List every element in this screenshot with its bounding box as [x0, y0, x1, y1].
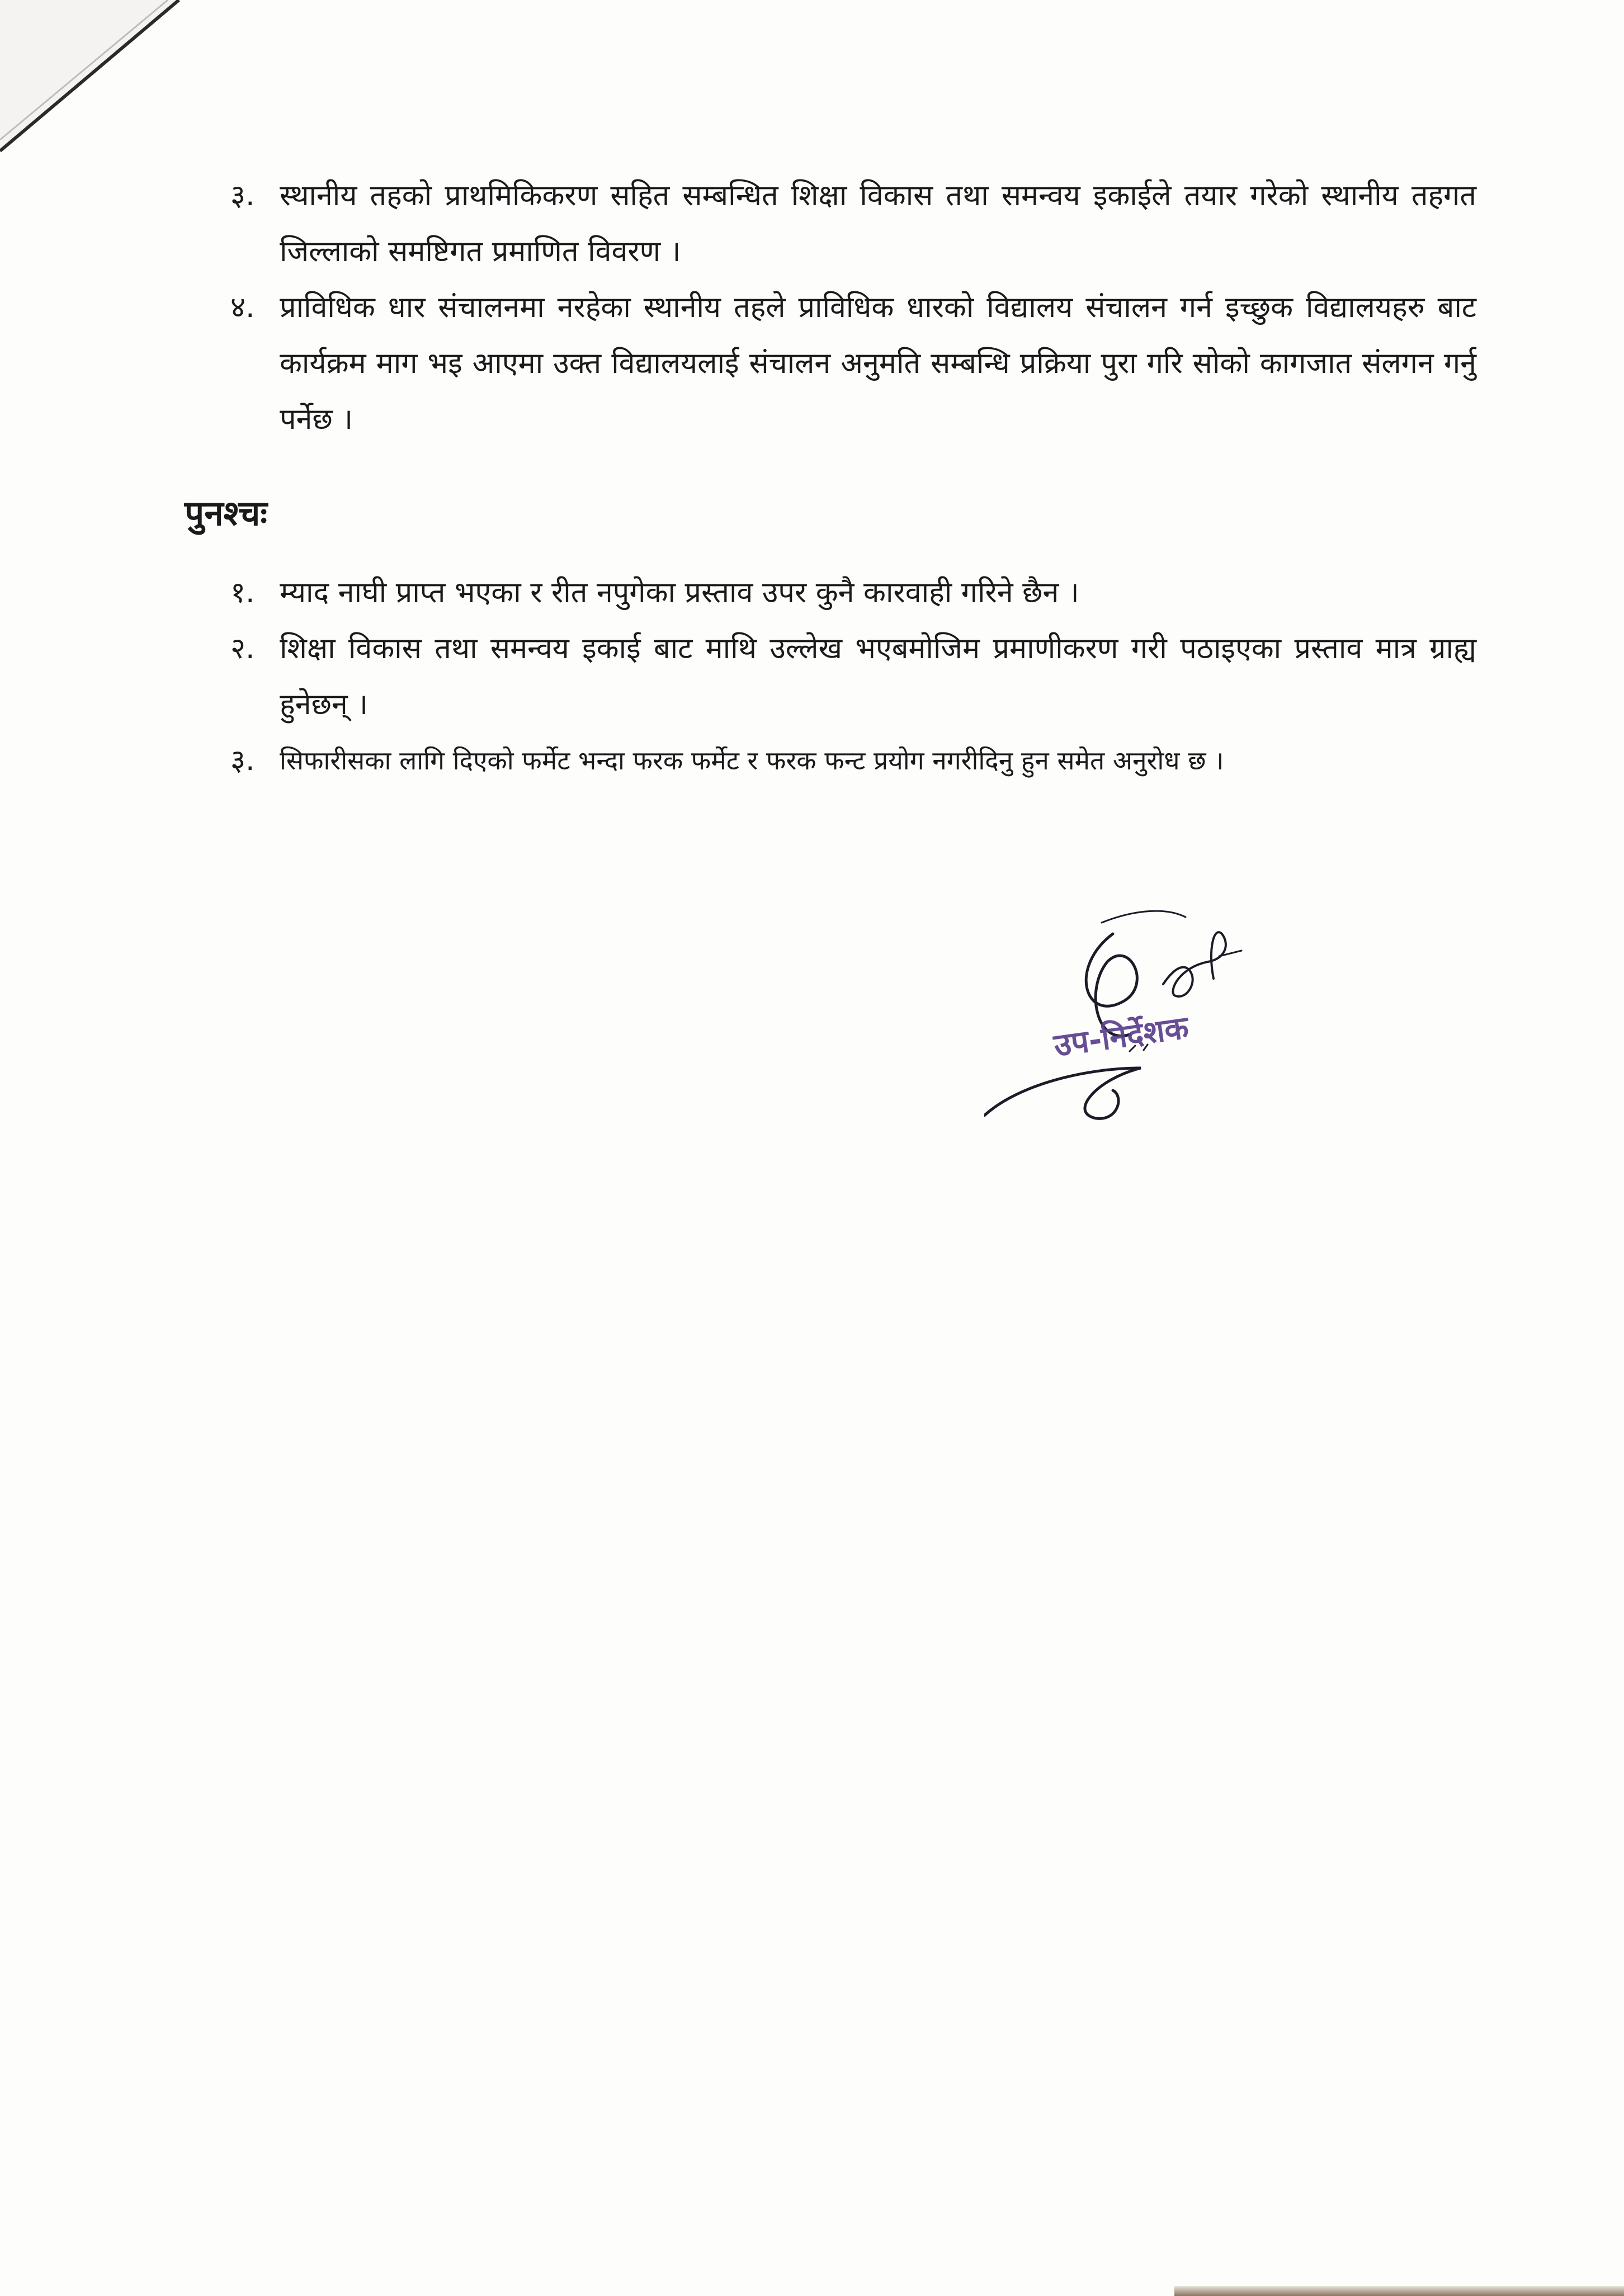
item-number: १.	[230, 576, 255, 610]
requirements-list-continued	[224, 168, 1476, 447]
item-text: प्राविधिक धार संचालनमा नरहेका स्थानीय तहले प्राविधिक धारको विद्यालय संचालन गर्न इच्छुक विद्यालयहरु बाट कार्यक्रम माग भइ आएमा उक्त विद्यालयलाई संचालन अनुमति सम्बन्धि प्रक्रिया पुरा गरि सोको कागजात संलगन गर्नु पर्नेछ ।	[280, 291, 1476, 436]
list-item	[224, 733, 1476, 788]
list-item	[224, 565, 1476, 621]
list-item	[224, 280, 1476, 447]
list-item	[224, 621, 1476, 733]
item-text: शिक्षा विकास तथा समन्वय इकाई बाट माथि उल्लेख भएबमोजिम प्रमाणीकरण गरी पठाइएका प्रस्ताव मात्र ग्राह्य हुनेछन् ।	[280, 632, 1476, 721]
item-text: म्याद नाघी प्राप्त भएका र रीत नपुगेका प्रस्ताव उपर कुनै कारवाही गरिने छैन ।	[280, 576, 1079, 610]
postscript-list	[224, 565, 1476, 788]
page-bottom-edge	[1174, 2286, 1624, 2296]
item-number: २.	[230, 632, 255, 665]
postscript-heading: पुनश्चः	[185, 493, 267, 533]
item-number: ३.	[230, 179, 255, 212]
designation-stamp: उप-निर्देशक	[1051, 1009, 1191, 1065]
list-item	[224, 168, 1476, 280]
folded-corner-shadow	[0, 0, 185, 157]
item-text: सिफारीसका लागि दिएको फर्मेट भन्दा फरक फर्मेट र फरक फन्ट प्रयोग नगरीदिनु हुन समेत अनुरोध छ ।	[280, 745, 1224, 776]
item-number: ३.	[230, 744, 255, 777]
item-number: ४.	[230, 291, 255, 324]
item-text: स्थानीय तहको प्राथमिकिकरण सहित सम्बन्धित शिक्षा विकास तथा समन्वय इकाईले तयार गरेको स्थानीय तहगत जिल्लाको समष्टिगत प्रमाणित विवरण ।	[280, 179, 1476, 268]
